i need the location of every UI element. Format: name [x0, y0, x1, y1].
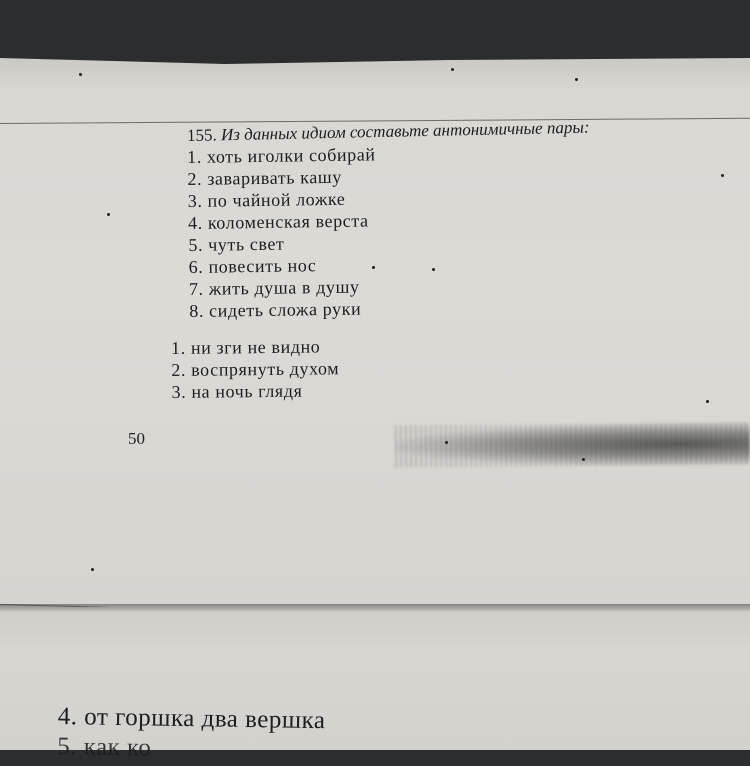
- idiom-item: 4. коломенская верста: [187, 210, 369, 233]
- speck: [706, 400, 709, 403]
- task-number: 155.: [186, 125, 217, 145]
- idiom-item: 3. по чайной ложке: [187, 188, 346, 211]
- idiom-list: [187, 143, 378, 322]
- next-page-item: 5. как ко: [57, 732, 152, 762]
- speck: [721, 174, 724, 177]
- speck: [372, 266, 375, 269]
- idiom-item: 5. чуть свет: [188, 233, 285, 255]
- antonym-item: 2. воспрянуть духом: [171, 358, 340, 380]
- speck: [107, 213, 110, 216]
- idiom-item: 2. заваривать кашу: [187, 166, 343, 189]
- next-page-item: 4. от горшка два вершка: [57, 702, 326, 735]
- speck: [432, 268, 435, 271]
- antonym-item: 1. ни зги не видно: [171, 336, 321, 358]
- page-number: 50: [128, 429, 145, 448]
- idiom-item: 1. хоть иголки собирай: [187, 144, 376, 167]
- next-page-list: [57, 702, 326, 766]
- speck: [575, 78, 578, 81]
- task-instruction: Из данных идиом составьте антонимичные пары:: [220, 117, 590, 145]
- print-smudge: [395, 422, 750, 467]
- page-edge-shadow: [0, 604, 750, 612]
- speck: [91, 568, 94, 571]
- idiom-item: 8. сидеть сложа руки: [189, 298, 362, 321]
- antonym-item: 3. на ночь глядя: [171, 380, 303, 402]
- idiom-item: 6. повесить нос: [188, 255, 317, 277]
- speck: [582, 458, 585, 461]
- speck: [79, 73, 82, 76]
- idiom-item: 7. жить душа в душу: [188, 276, 360, 299]
- speck: [451, 68, 454, 71]
- antonym-list: [171, 335, 340, 403]
- speck: [445, 441, 448, 444]
